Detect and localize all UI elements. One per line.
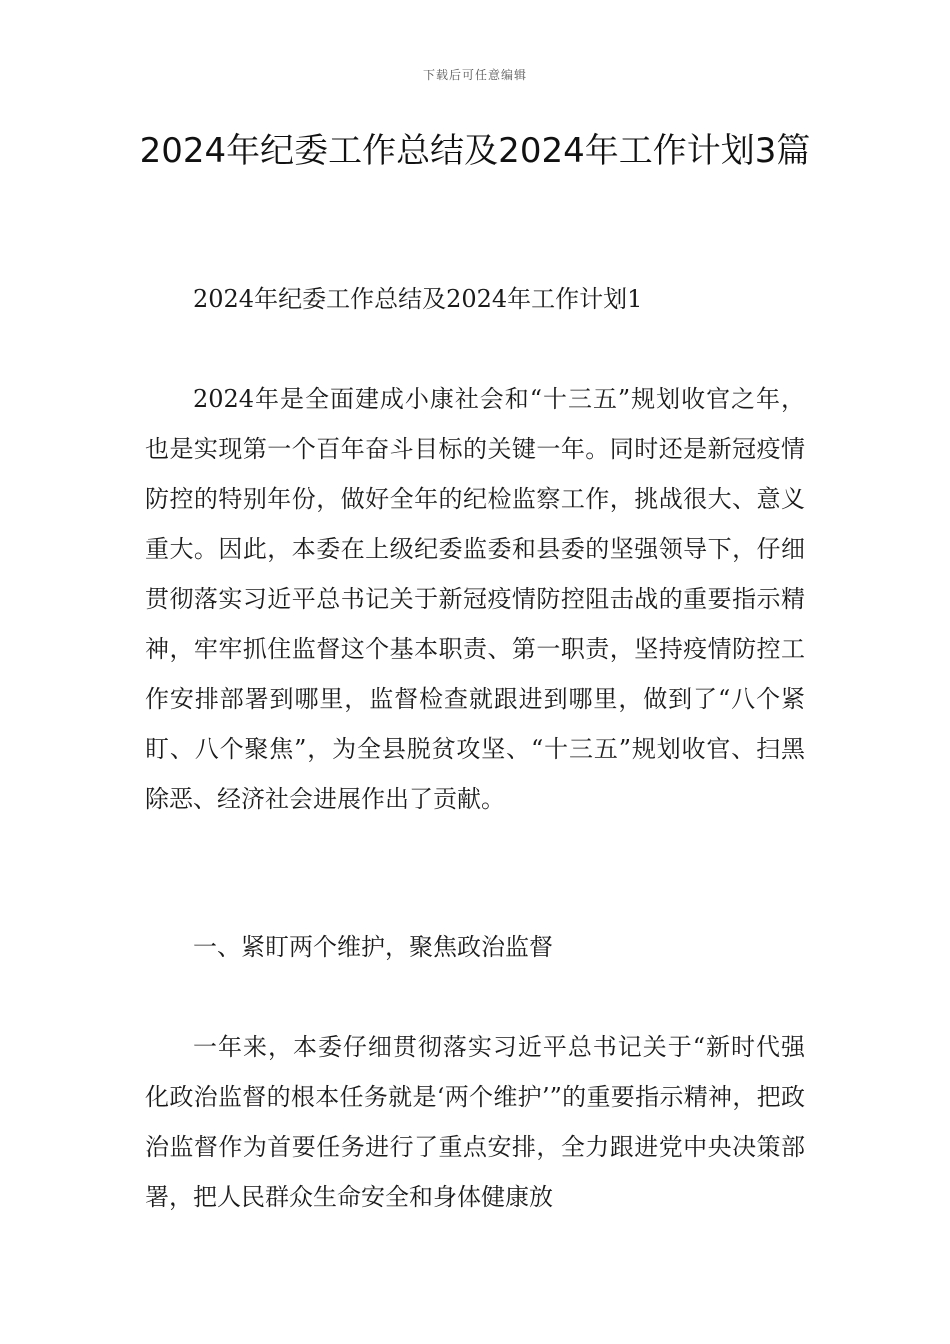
section-paragraph: 一年来，本委仔细贯彻落实习近平总书记关于“新时代强化政治监督的根本任务就是‘两个维护’”的重要指示精神，把政治监督作为首要任务进行了重点安排，全力跟进党中央决策部署，把人民群众生命安全和身体健康放 (145, 1033, 805, 1211)
intro-paragraph: 2024年是全面建成小康社会和“十三五”规划收官之年，也是实现第一个百年奋斗目标的关键一年。同时还是新冠疫情防控的特别年份，做好全年的纪检监察工作，挑战很大、意义重大。因此，本委在上级纪委监委和县委的坚强领导下，仔细贯彻落实习近平总书记关于新冠疫情防控阻击战的重要指示精神，牢牢抓住监督这个基本职责、第一职责，坚持疫情防控工作安排部署到哪里，监督检查就跟进到哪里，做到了“八个紧盯、八个聚焦”，为全县脱贫攻坚、“十三五”规划收官、扫黑除恶、经济社会进展作出了贡献。 (145, 385, 805, 813)
section-heading: 一、紧盯两个维护，聚焦政治监督 (193, 933, 553, 961)
header-note: 下载后可任意编辑 (422, 68, 527, 82)
document-title: 2024年纪委工作总结及2024年工作计划3篇 (139, 131, 811, 171)
subtitle: 2024年纪委工作总结及2024年工作计划1 (193, 285, 643, 313)
